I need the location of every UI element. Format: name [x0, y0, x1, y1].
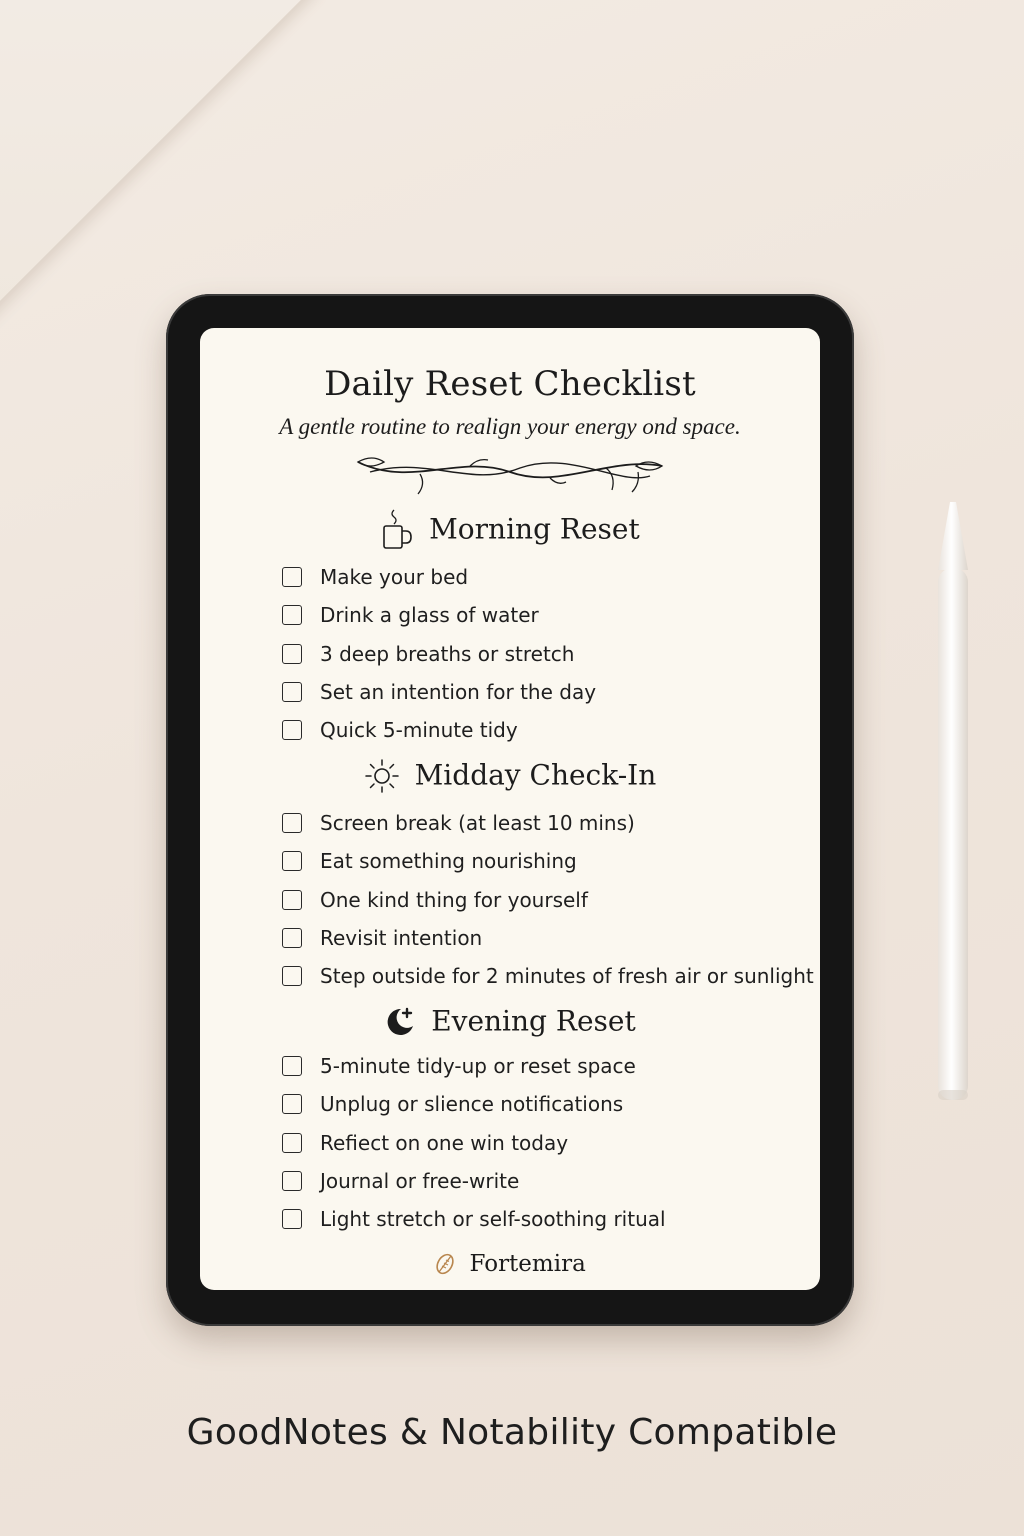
checklist-item[interactable]: [282, 881, 814, 919]
page-title: Daily Reset Checklist: [324, 364, 696, 404]
checkbox[interactable]: [282, 1094, 302, 1114]
checkbox[interactable]: [282, 605, 302, 625]
item-text: Light stretch or self-soothing ritual: [320, 1207, 666, 1232]
checkbox[interactable]: [282, 720, 302, 740]
tablet-device: [166, 294, 854, 1326]
midday-checklist: [282, 804, 814, 995]
section-label: Midday Check-In: [414, 758, 657, 792]
evening-checklist: [282, 1047, 666, 1238]
checklist-item[interactable]: [282, 1047, 666, 1085]
leaf-logo-icon: [434, 1252, 456, 1276]
checklist-item[interactable]: [282, 635, 596, 673]
checkbox[interactable]: [282, 644, 302, 664]
checkbox[interactable]: [282, 928, 302, 948]
coffee-mug-icon: [380, 508, 414, 552]
checklist-item[interactable]: [282, 957, 814, 995]
section-label: Evening Reset: [431, 1004, 636, 1038]
checkbox[interactable]: [282, 890, 302, 910]
checklist-item[interactable]: [282, 1200, 666, 1238]
item-text: Set an intention for the day: [320, 680, 597, 705]
stylus-pencil: [936, 500, 970, 1106]
section-title-morning: [200, 506, 820, 550]
item-text: Eat something nourishing: [320, 849, 577, 874]
moon-star-icon: [384, 1006, 416, 1038]
sun-icon: [364, 758, 400, 794]
page-subtitle: A gentle routine to realign your energy ond space.: [279, 414, 741, 439]
checklist-item[interactable]: [282, 673, 596, 711]
item-text: Step outside for 2 minutes of fresh air or sunlight: [320, 964, 814, 989]
checkbox[interactable]: [282, 682, 302, 702]
checklist-item[interactable]: [282, 842, 814, 880]
item-text: Unplug or slience notifications: [320, 1092, 624, 1117]
checklist-item[interactable]: [282, 558, 596, 596]
section-label: Morning Reset: [429, 512, 640, 546]
checkbox[interactable]: [282, 813, 302, 833]
compatibility-caption: GoodNotes & Notability Compatible: [186, 1412, 838, 1453]
checklist-item[interactable]: [282, 596, 596, 634]
vine-divider-icon: [350, 452, 670, 500]
item-text: 5-minute tidy-up or reset space: [320, 1054, 636, 1079]
checkbox[interactable]: [282, 567, 302, 587]
checkbox[interactable]: [282, 966, 302, 986]
notebook-corner: [0, 0, 320, 322]
checkbox[interactable]: [282, 851, 302, 871]
item-text: Quick 5-minute tidy: [320, 718, 518, 743]
item-text: Revisit intention: [320, 926, 483, 951]
checklist-item[interactable]: [282, 1162, 666, 1200]
item-text: Make your bed: [320, 565, 469, 590]
checkbox[interactable]: [282, 1133, 302, 1153]
checklist-item[interactable]: [282, 804, 814, 842]
tablet-screen: [200, 328, 820, 1290]
checkbox[interactable]: [282, 1056, 302, 1076]
checklist-item[interactable]: [282, 919, 814, 957]
item-text: Drink a glass of water: [320, 603, 539, 628]
checkbox[interactable]: [282, 1171, 302, 1191]
section-title-midday: [200, 752, 820, 796]
item-text: Screen break (at least 10 mins): [320, 811, 635, 836]
item-text: One kind thing for yourself: [320, 887, 588, 912]
morning-checklist: [282, 558, 596, 749]
checklist-item[interactable]: [282, 1085, 666, 1123]
brand-footer: [200, 1246, 820, 1280]
item-text: 3 deep breaths or stretch: [320, 641, 575, 666]
brand-name: Fortemira: [469, 1251, 586, 1277]
checkbox[interactable]: [282, 1209, 302, 1229]
item-text: Refiect on one win today: [320, 1130, 569, 1155]
item-text: Journal or free-write: [320, 1169, 520, 1194]
checklist-item[interactable]: [282, 711, 596, 749]
section-title-evening: [200, 998, 820, 1042]
checklist-item[interactable]: [282, 1124, 666, 1162]
